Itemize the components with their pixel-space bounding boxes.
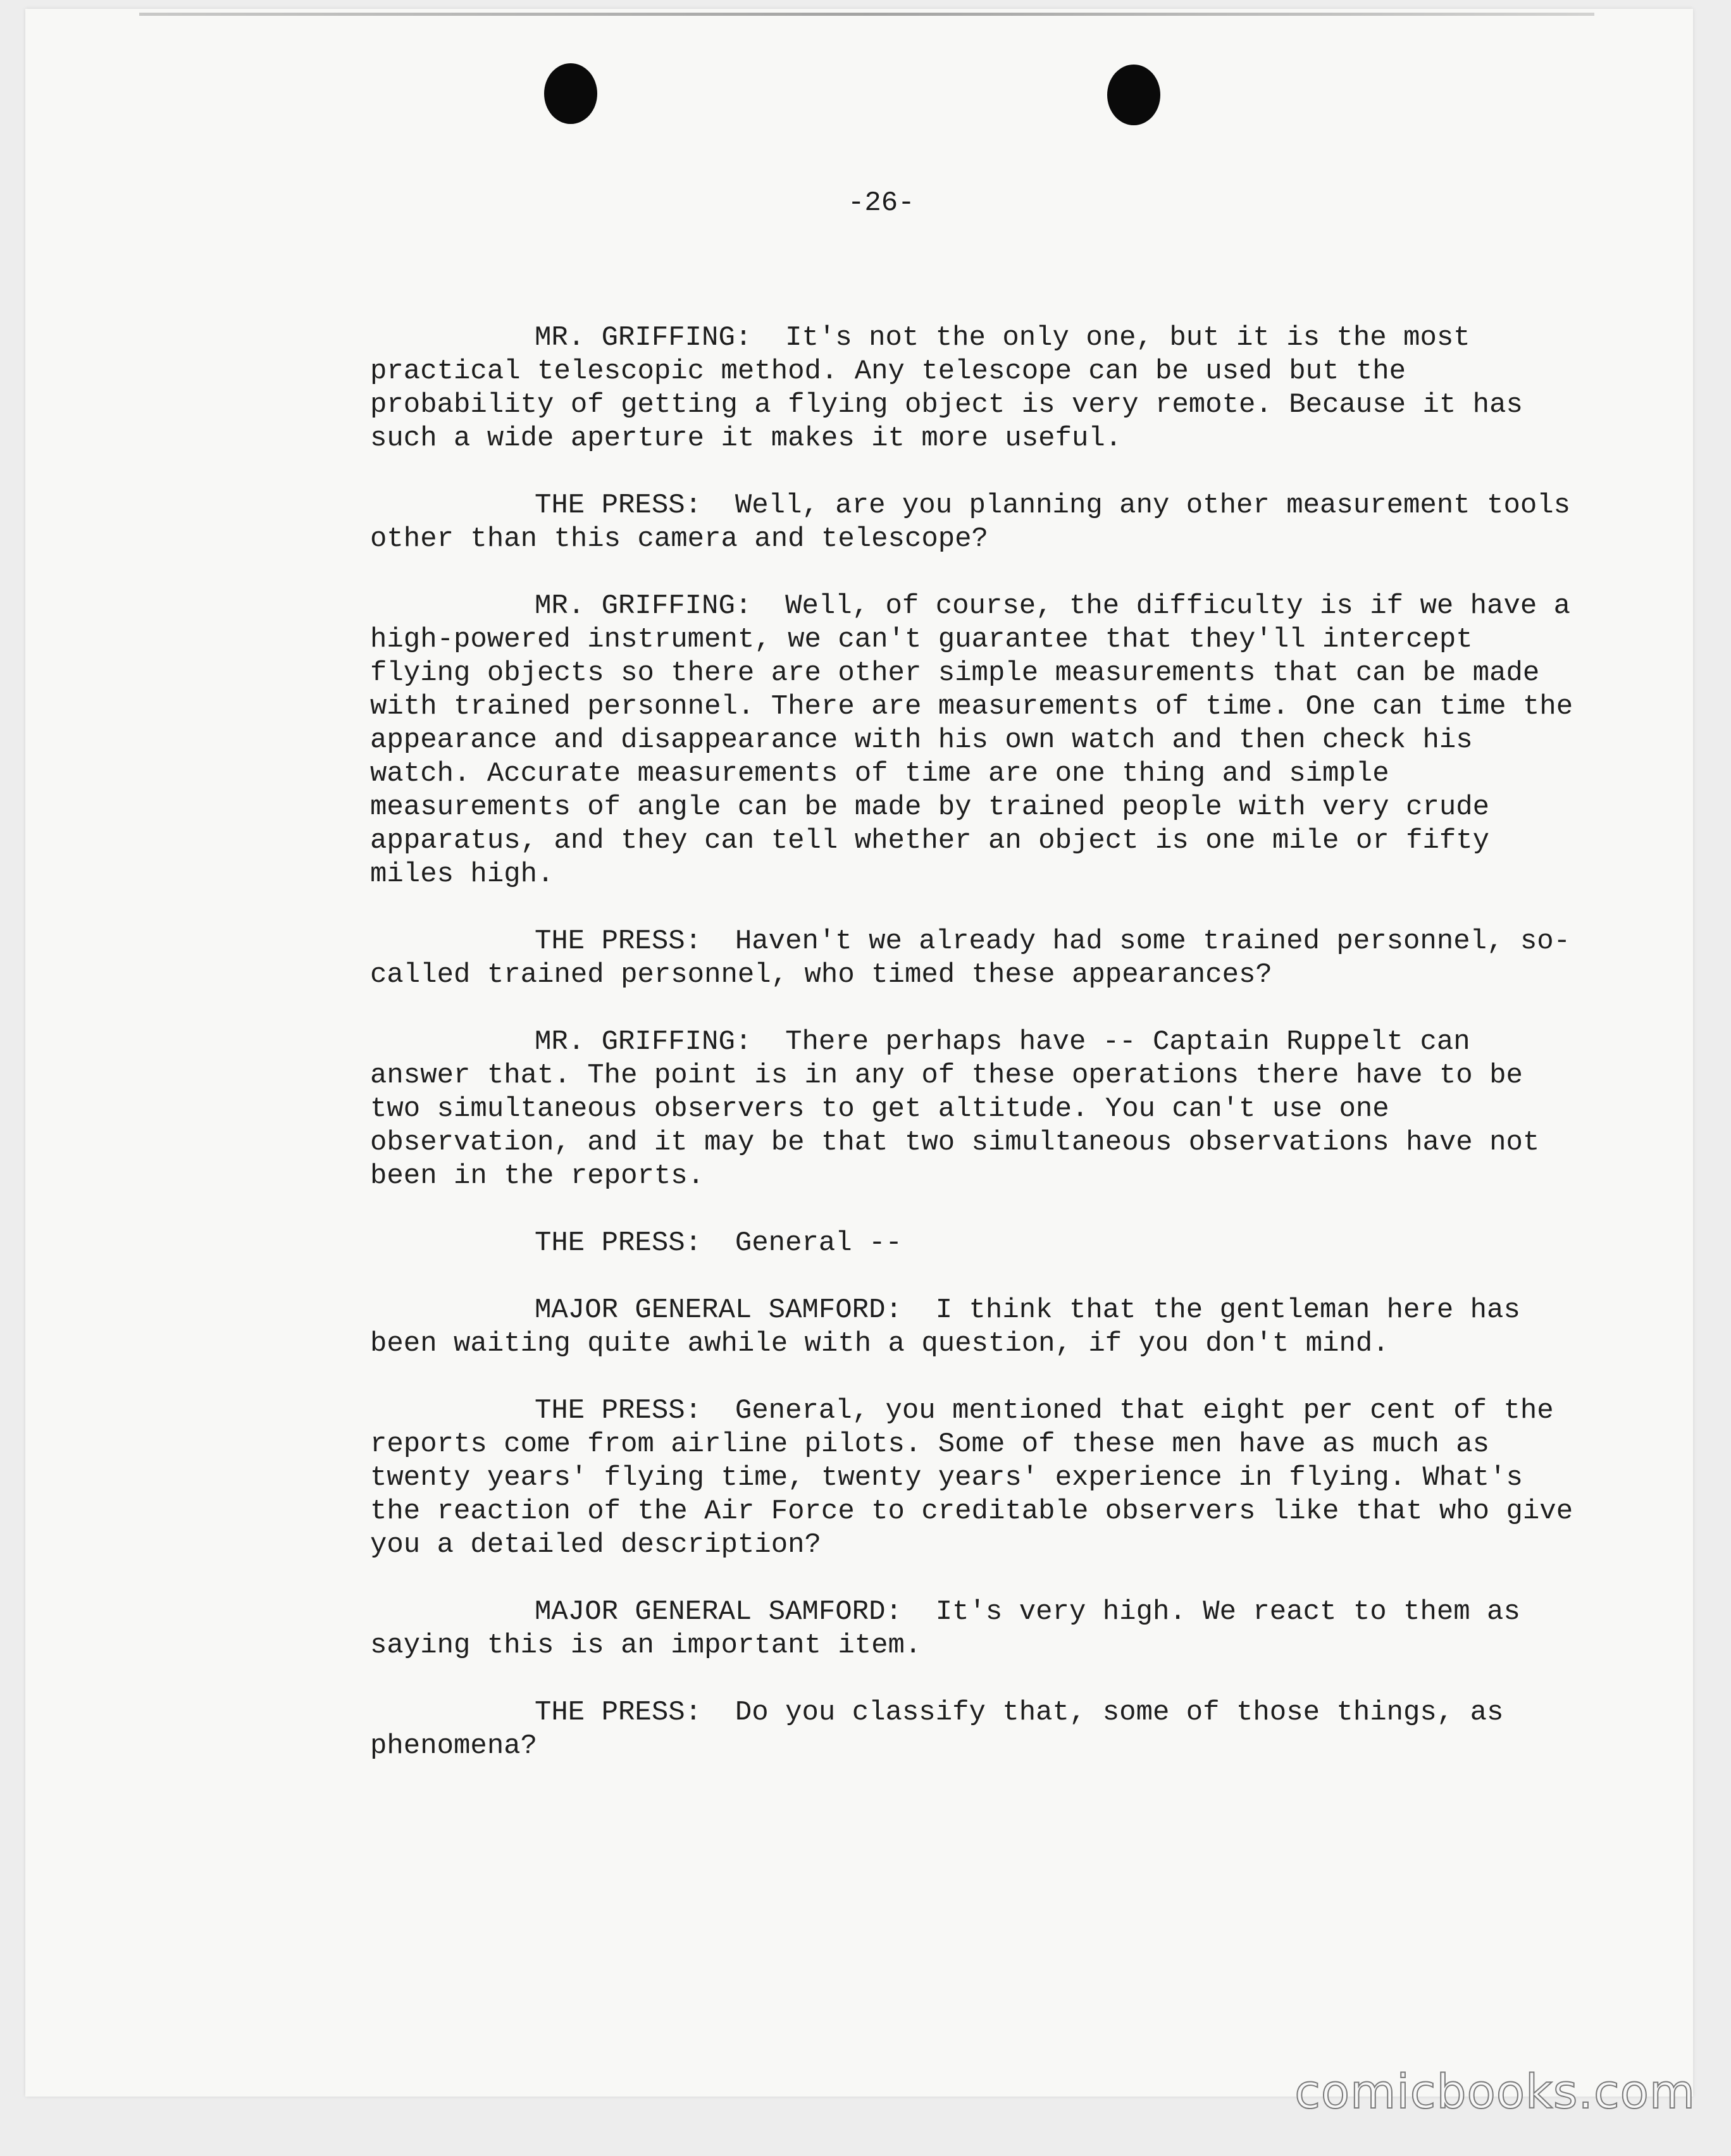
transcript-paragraph <box>370 1696 1585 1763</box>
speaker-label: THE PRESS: <box>535 1227 702 1259</box>
transcript-paragraph <box>370 925 1585 992</box>
transcript-paragraph <box>370 1595 1585 1663</box>
transcript-body <box>370 321 1590 1797</box>
speaker-label: THE PRESS: <box>535 926 702 957</box>
paragraph-text: Do you classify that, some of those things, as phenomena? <box>370 1697 1520 1762</box>
site-watermark: comicbooks.com <box>1294 2065 1696 2119</box>
transcript-paragraph <box>370 1394 1590 1562</box>
transcript-paragraph <box>370 1294 1585 1361</box>
paragraph-text: Well, of course, the difficulty is if we have a high-powered instrument, we can't guarantee that they'll intercept flying objects so there are other simple measurements that can be made with trained personnel. There are measurements of time. One can time the appearance and disappearance with his own watch and then check his watch. Accurate measurements of time are one thing and simple measurements of angle can be made by trained people with very crude apparatus, and they can tell whether an object is one mile or fifty miles high. <box>370 590 1590 890</box>
transcript-paragraph <box>370 1227 1585 1260</box>
paragraph-text: Haven't we already had some trained personnel, so-called trained personnel, who timed these appearances? <box>370 926 1571 991</box>
paragraph-text: There perhaps have -- Captain Ruppelt can answer that. The point is in any of these operations there have to be two simultaneous observers to get altitude. You can't use one observation, and it may be that two simultaneous observations have not been in the reports. <box>370 1026 1556 1192</box>
document-page <box>25 9 1693 2097</box>
paragraph-text: Well, are you planning any other measurement tools other than this camera and telescope? <box>370 490 1587 555</box>
speaker-label: MAJOR GENERAL SAMFORD: <box>535 1596 902 1628</box>
speaker-label: MAJOR GENERAL SAMFORD: <box>535 1294 902 1326</box>
transcript-paragraph <box>370 489 1585 556</box>
speaker-label: MR. GRIFFING: <box>535 322 752 354</box>
transcript-paragraph <box>370 590 1590 891</box>
page-number: -26- <box>848 187 915 219</box>
speaker-label: MR. GRIFFING: <box>535 1026 752 1058</box>
paragraph-text: General, you mentioned that eight per cent of the reports come from airline pilots. Some of these men have as much as twenty years' flying time, twenty years' experience in flying. What's the reaction of the Air Force to creditable observers like that who give you a detailed description? <box>370 1395 1590 1561</box>
punch-hole-right <box>1107 65 1160 125</box>
transcript-paragraph <box>370 1025 1585 1193</box>
transcript-paragraph <box>370 321 1585 455</box>
speaker-label: THE PRESS: <box>535 490 702 521</box>
speaker-label: THE PRESS: <box>535 1395 702 1427</box>
paragraph-text: I think that the gentleman here has been waiting quite awhile with a question, if you don't mind. <box>370 1294 1537 1360</box>
paragraph-text: It's not the only one, but it is the most practical telescopic method. Any telescope can be used but the probability of getting a flying object is very remote. Because it has such a wide aperture it makes it more useful. <box>370 322 1540 454</box>
paragraph-text: It's very high. We react to them as saying this is an important item. <box>370 1596 1537 1661</box>
speaker-label: THE PRESS: <box>535 1697 702 1728</box>
paragraph-text: General -- <box>735 1227 902 1259</box>
speaker-label: MR. GRIFFING: <box>535 590 752 622</box>
punch-hole-left <box>544 63 597 124</box>
scan-edge-rule <box>139 13 1594 16</box>
